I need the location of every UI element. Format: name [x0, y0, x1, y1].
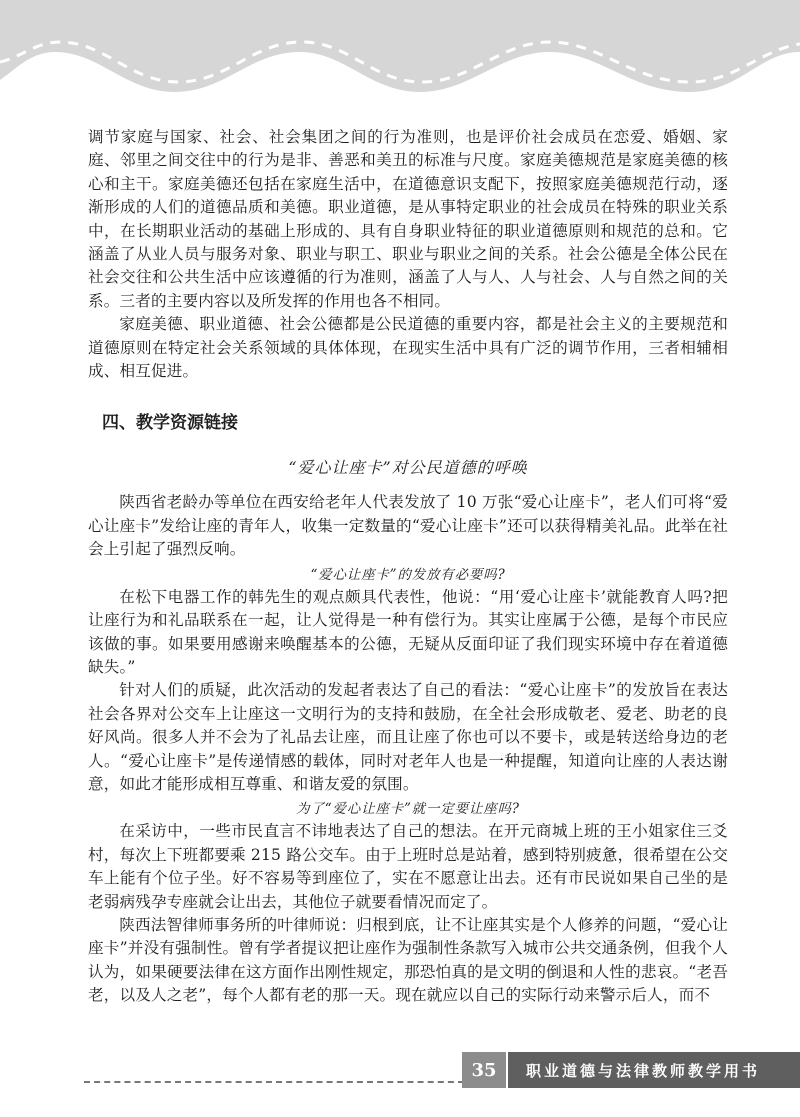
- page-number: 35: [462, 1052, 506, 1088]
- article-title: “爱心让座卡”对公民道德的呼唤: [288, 458, 528, 478]
- article-paragraph: 陕西法智律师事务所的叶律师说：归根到底，让不让座其实是个人修养的问题，“爱心让座卡”并没有强制性。曾有学者提议把让座作为强制性条款写入城市公共交通条例，但我个人认为，如果硬要法律在这方面作出刚性规定，那恐怕真的是文明的倒退和人性的悲哀。“老吾老，以及人之老”，每个人都有老的那一天。现在就应以自己的实际行动来警示后人，而不: [88, 915, 728, 1005]
- body-paragraph: 家庭美德、职业道德、社会公德都是公民道德的重要内容，都是社会主义的主要规范和道德原则在特定社会关系领域的具体体现，在现实生活中具有广泛的调节作用，三者相辅相成、相互促进。: [88, 315, 728, 381]
- footer-book-title: 职业道德与法律教师教学用书: [508, 1052, 800, 1088]
- article-subtitle: “爱心让座卡”的发放有必要吗?: [310, 566, 506, 583]
- header-banner: [0, 0, 800, 120]
- article-paragraph: 针对人们的质疑，此次活动的发起者表达了自己的看法：“爱心让座卡”的发放旨在表达社会各界对公交车上让座这一文明行为的支持和鼓励，在全社会形成敬老、爱老、助老的良好风尚。很多人并不会为了礼品去让座，而且让座了你也可以不要卡，或是转送给身边的老人。“爱心让座卡”是传递情感的载体，同时对老年人也是一种提醒，知道向让座的人表达谢意，如此才能形成相互尊重、和谐友爱的氛围。: [88, 681, 728, 793]
- article-paragraph: 在松下电器工作的韩先生的观点颇具代表性，他说：“用‘爱心让座卡’就能教育人吗?把让座行为和礼品联系在一起，让人觉得是一种有偿行为。其实让座属于公德，是每个市民应该做的事。如果要用感谢来唤醒基本的公德，无疑从反面印证了我们现实环境中存在着道德缺失。”: [88, 587, 728, 676]
- body-paragraph: 调节家庭与国家、社会、社会集团之间的行为准则，也是评价社会成员在恋爱、婚姻、家庭、邻里之间交往中的行为是非、善恶和美丑的标准与尺度。家庭美德规范是家庭美德的核心和主干。家庭美德还包括在家庭生活中，在道德意识支配下，按照家庭美德规范行动，逐渐形成的人们的道德品质和美德。职业道德，是从事特定职业的社会成员在特殊的职业关系中，在长期职业活动的基础上形成的、具有自身职业特征的职业道德原则和规范的总和。它涵盖了从业人员与服务对象、职业与职工、职业与职业之间的关系。社会公德是全体公民在社会交往和公共生活中应该遵循的行为准则，涵盖了人与人、人与社会、人与自然之间的关系。三者的主要内容以及所发挥的作用也各不相同。: [88, 128, 728, 310]
- footer-dashed-line: [84, 1081, 464, 1083]
- section-heading: 四、教学资源链接: [102, 413, 238, 434]
- page-content: [88, 126, 728, 1008]
- article-paragraph: 在采访中，一些市民直言不讳地表达了自己的想法。在开元商城上班的王小姐家住三爻村，每次上下班都要乘 215 路公交车。由于上班时总是站着，感到特别疲惫，很希望在公交车上能有个位子坐。好不容易等到座位了，实在不愿意让出去。还有市民说如果自己坐的是老弱病残孕专座就会让出去，其他位子就要看情况而定了。: [88, 822, 728, 911]
- article-intro: 陕西省老龄办等单位在西安给老年人代表发放了 10 万张“爱心让座卡”，老人们可将“爱心让座卡”发给让座的青年人，收集一定数量的“爱心让座卡”还可以获得精美礼品。此举在社会上引起了强烈反响。: [88, 493, 728, 559]
- article-subtitle: 为了“爱心让座卡”就一定要让座吗?: [296, 801, 520, 818]
